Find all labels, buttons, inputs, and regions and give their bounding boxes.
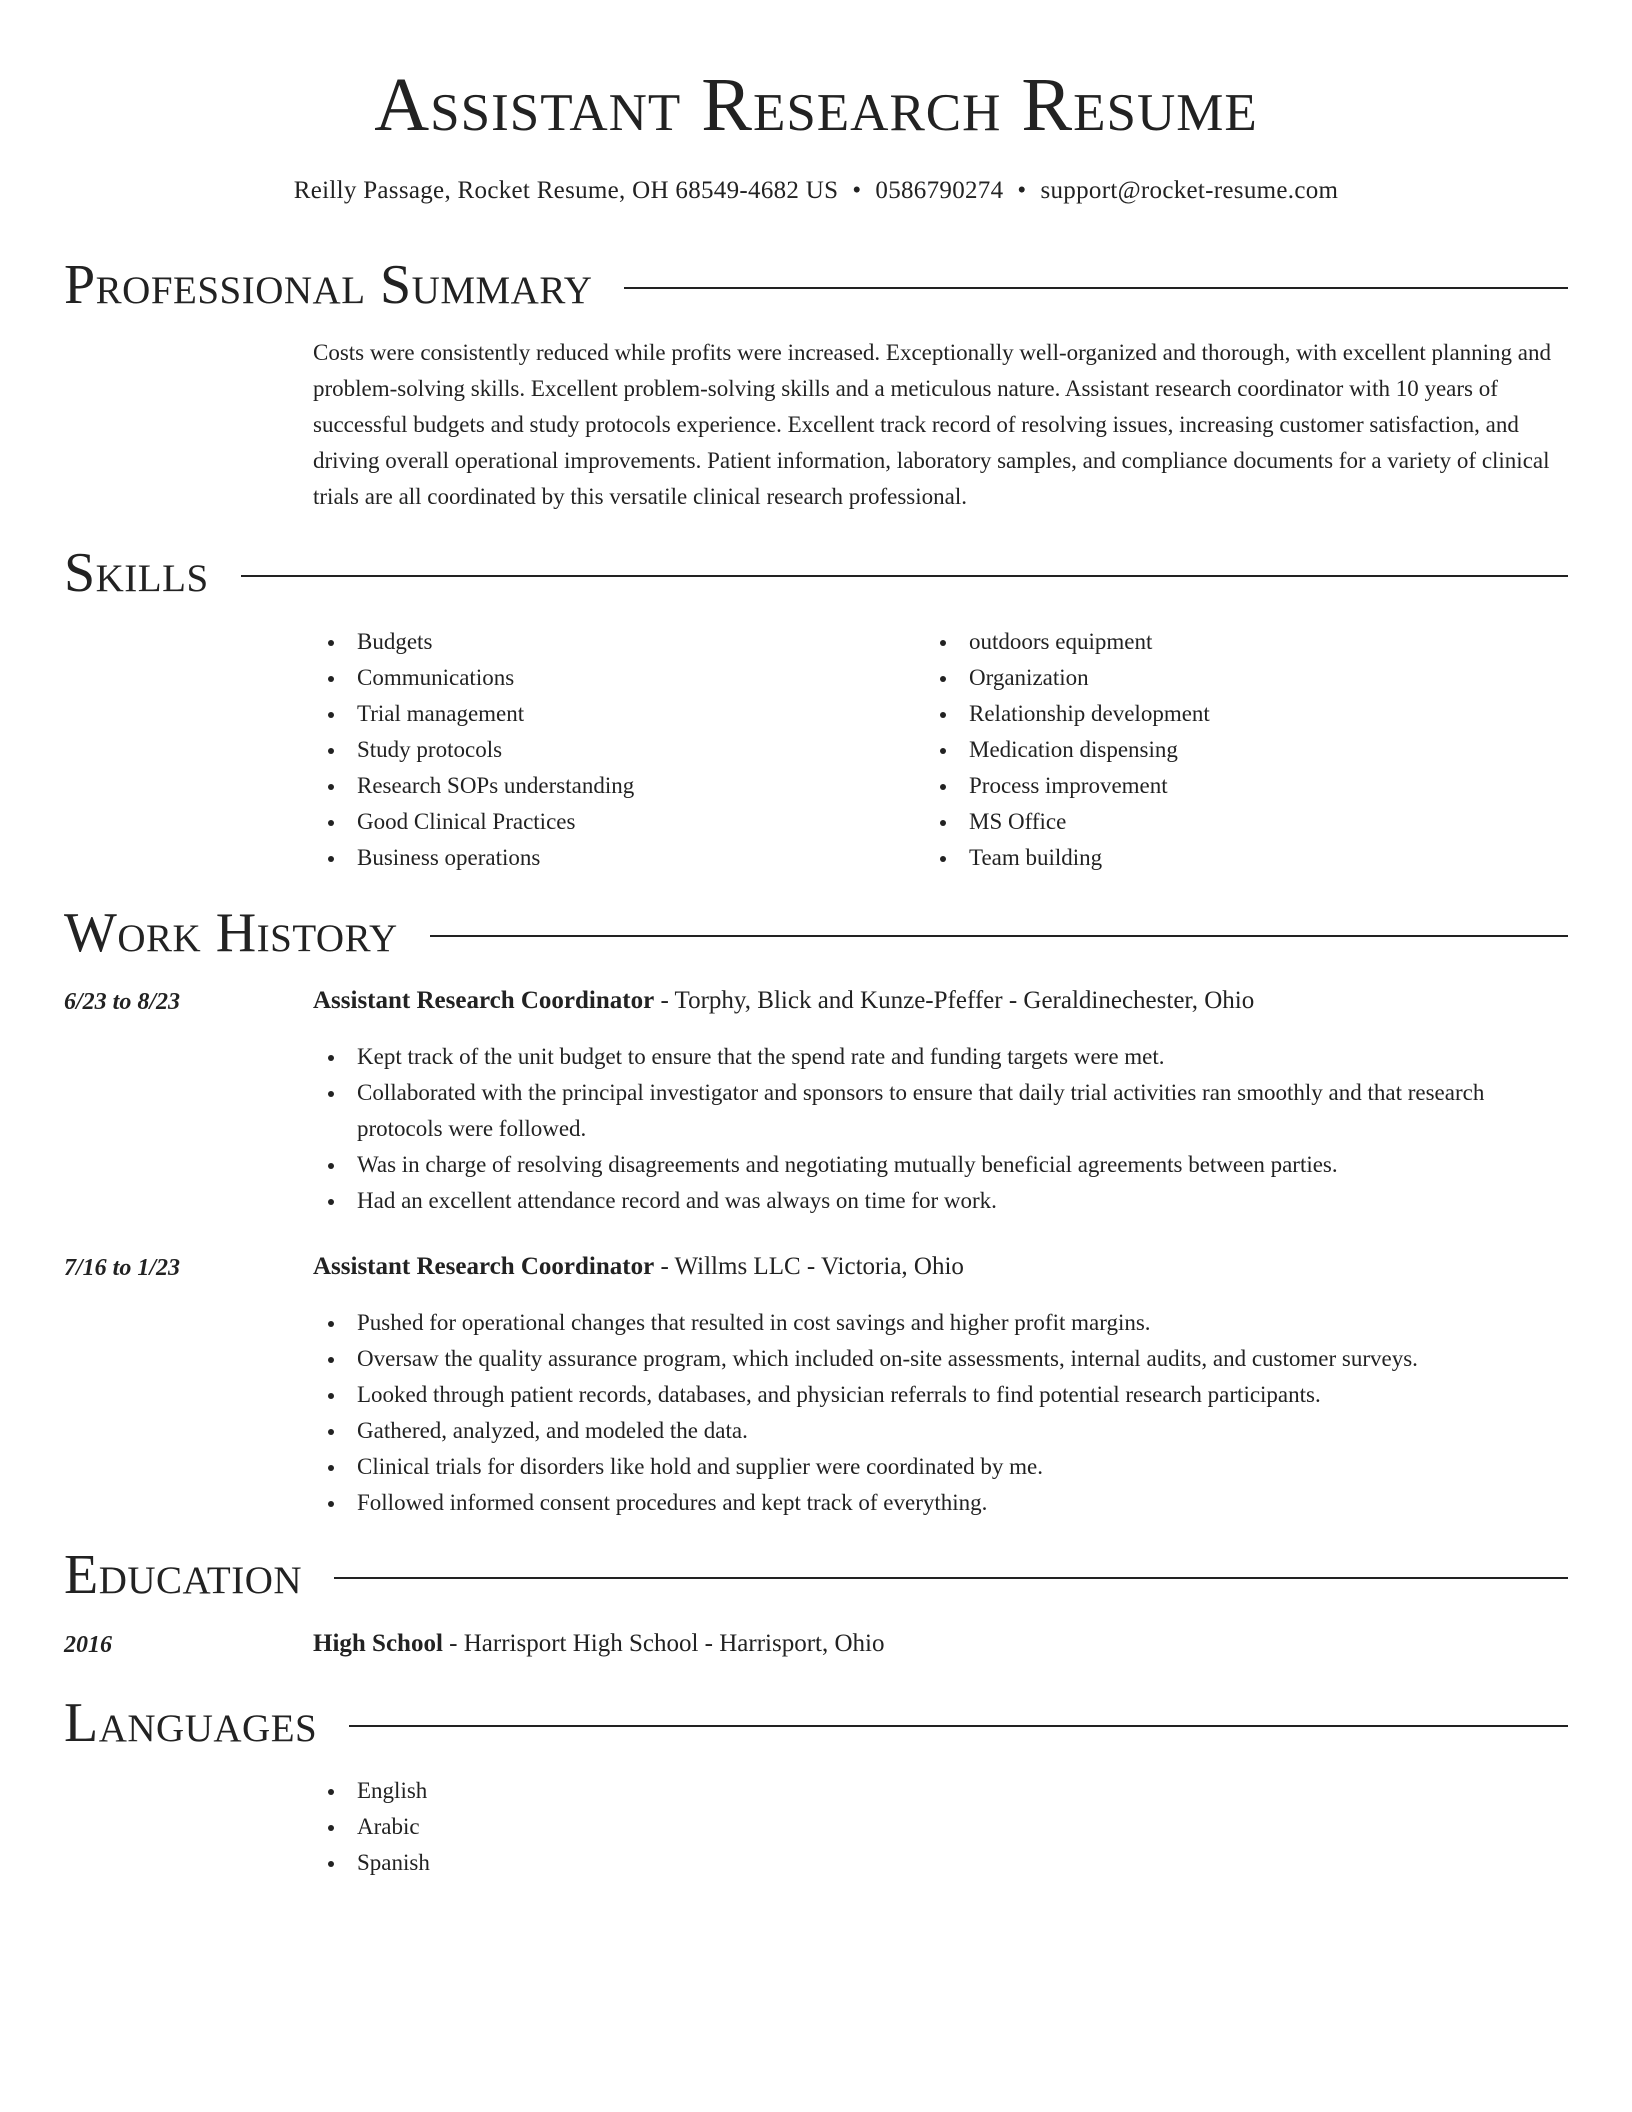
job-heading — [313, 983, 1254, 1019]
job-bullets — [313, 1305, 1573, 1521]
section-divider — [624, 287, 1568, 289]
job-employer: - Torphy, Blick and Kunze-Pfeffer - Geraldinechester, Ohio — [654, 987, 1255, 1014]
job-heading — [313, 1249, 964, 1285]
skill-item: Research SOPs understanding — [313, 768, 634, 804]
education-year: 2016 — [64, 1632, 112, 1658]
skill-item: Budgets — [313, 624, 634, 660]
skill-item: Organization — [925, 660, 1210, 696]
skill-item: Communications — [313, 660, 634, 696]
section-title: Languages — [64, 1692, 318, 1754]
section-title: Education — [64, 1544, 303, 1606]
job-bullet: Had an excellent attendance record and was always on time for work. — [313, 1183, 1573, 1219]
skill-item: Good Clinical Practices — [313, 804, 634, 840]
job-bullet: Oversaw the quality assurance program, which included on-site assessments, internal audits, and customer surveys. — [313, 1341, 1573, 1377]
job-bullet: Clinical trials for disorders like hold and supplier were coordinated by me. — [313, 1449, 1573, 1485]
section-title: Work History — [64, 902, 398, 964]
section-divider — [349, 1725, 1568, 1727]
job-bullet: Looked through patient records, databases, and physician referrals to find potential research participants. — [313, 1377, 1573, 1413]
skill-item: outdoors equipment — [925, 624, 1210, 660]
education-heading — [313, 1626, 885, 1662]
skill-item: Team building — [925, 840, 1210, 876]
section-divider — [241, 575, 1568, 577]
section-header-languages — [64, 1688, 1568, 1758]
skill-item: Business operations — [313, 840, 634, 876]
job-bullet: Followed informed consent procedures and kept track of everything. — [313, 1485, 1573, 1521]
education-degree: High School — [313, 1630, 443, 1657]
job-bullet: Gathered, analyzed, and modeled the data. — [313, 1413, 1573, 1449]
skills-list-right — [925, 624, 1210, 876]
summary-text: Costs were consistently reduced while profits were increased. Exceptionally well-organized and thorough, with excellent planning and problem-solving skills. Excellent problem-solving skills and a meticulous nature. Assistant research coordinator with 10 years of successful budgets and study protocols experience. Excellent track record of resolving issues, increasing customer satisfaction, and driving overall operational improvements. Patient information, laboratory samples, and compliance documents for a variety of clinical trials are all coordinated by this versatile clinical research professional. — [313, 340, 1552, 509]
skill-item: Trial management — [313, 696, 634, 732]
section-header-summary — [64, 250, 1568, 320]
section-divider — [430, 935, 1568, 937]
job-title: Assistant Research Coordinator — [313, 1253, 655, 1280]
job-title: Assistant Research Coordinator — [313, 987, 655, 1014]
contact-separator: • — [1017, 177, 1027, 204]
languages-list — [313, 1773, 1573, 1881]
contact-phone: 0586790274 — [875, 177, 1004, 204]
job-bullets — [313, 1039, 1573, 1219]
skill-item: Medication dispensing — [925, 732, 1210, 768]
section-title: Professional Summary — [64, 254, 593, 316]
skill-item: Relationship development — [925, 696, 1210, 732]
job-bullet: Kept track of the unit budget to ensure that the spend rate and funding targets were met. — [313, 1039, 1573, 1075]
contact-line — [0, 174, 1632, 208]
job-bullet: Collaborated with the principal investigator and sponsors to ensure that daily trial activities ran smoothly and that research protocols were followed. — [313, 1075, 1573, 1147]
job-dates: 7/16 to 1/23 — [64, 1255, 181, 1281]
job-bullet: Pushed for operational changes that resulted in cost savings and higher profit margins. — [313, 1305, 1573, 1341]
resume-title: Assistant Research Resume — [374, 63, 1258, 147]
section-title: Skills — [64, 542, 209, 604]
skill-item: MS Office — [925, 804, 1210, 840]
job-bullet: Was in charge of resolving disagreements and negotiating mutually beneficial agreements between parties. — [313, 1147, 1573, 1183]
skills-list-left — [313, 624, 634, 876]
job-dates: 6/23 to 8/23 — [64, 989, 181, 1015]
section-header-work — [64, 898, 1568, 968]
skill-item: Process improvement — [925, 768, 1210, 804]
contact-separator: • — [852, 177, 862, 204]
job-employer: - Willms LLC - Victoria, Ohio — [654, 1253, 964, 1280]
education-school: - Harrisport High School - Harrisport, Ohio — [442, 1630, 885, 1657]
section-header-education — [64, 1540, 1568, 1610]
contact-address: Reilly Passage, Rocket Resume, OH 68549-4682 US — [293, 177, 839, 204]
section-divider — [334, 1577, 1568, 1579]
language-item: Spanish — [313, 1845, 1573, 1881]
skill-item: Study protocols — [313, 732, 634, 768]
language-item: Arabic — [313, 1809, 1573, 1845]
contact-email[interactable]: support@rocket-resume.com — [1040, 177, 1339, 204]
section-header-skills — [64, 538, 1568, 608]
language-item: English — [313, 1773, 1573, 1809]
